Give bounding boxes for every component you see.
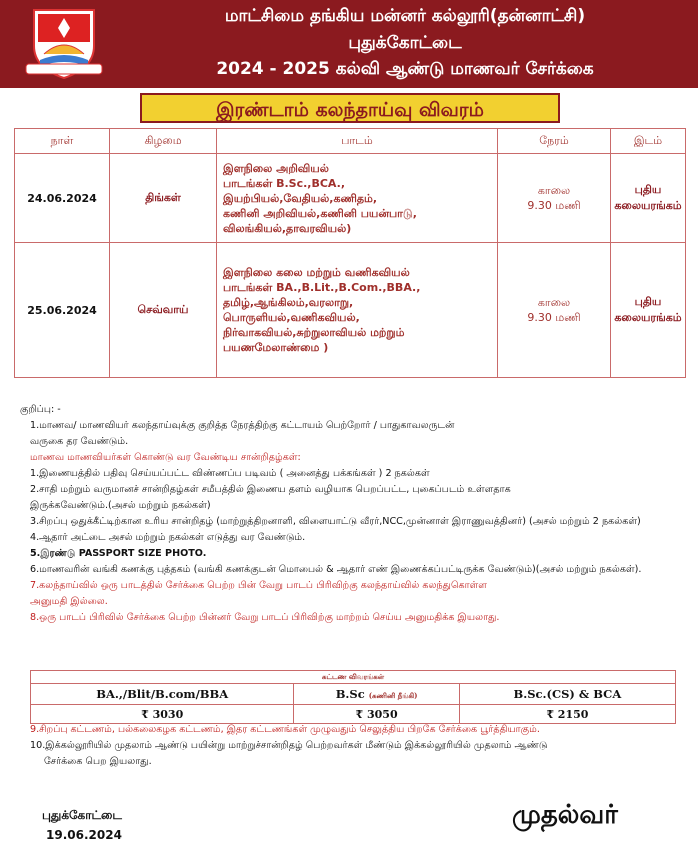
footer-place: புதுக்கோட்டை	[42, 808, 122, 822]
note-item: 10.இக்கல்லூரியில் முதலாம் ஆண்டு பயின்று மாற்றுச்சான்றிதழ் பெற்றவர்கள் மீண்டும் இக்கல்லூரியில் முதலாம் ஆண்டு	[30, 740, 548, 751]
time-value: 9.30 மணி	[527, 311, 581, 324]
fee-value-bsc: ₹ 3050	[294, 705, 459, 724]
counselling-schedule-table	[14, 128, 686, 378]
row-venue	[611, 154, 686, 243]
fee-caption-row	[31, 671, 676, 684]
fee-course-bsc	[294, 684, 459, 705]
fee-course-bsc-note: (கணினி நீங்கி)	[368, 691, 418, 700]
footer-date: 19.06.2024	[46, 828, 122, 842]
note-item: அனுமதி இல்லை.	[30, 596, 108, 607]
notes-section	[20, 402, 690, 626]
note-item: 2.சாதி மற்றும் வருமானச் சான்றிதழ்கள் சமீபத்தில் இணைய தளம் வழியாக பெறப்பட்ட, புகைப்படம் உள்ளதாக	[30, 484, 511, 495]
note-item: 9.சிறப்பு கட்டணம், பல்கலைகழக கட்டணம், இதர கட்டணங்கள் முழுவதும் செலுத்திய பிறகே சேர்க்கை பூர்த்தியாகும்.	[30, 724, 540, 735]
subject-line: பாடங்கள் B.Sc.,BCA.,	[223, 176, 346, 190]
time-period: காலை	[537, 184, 571, 197]
note-item: சேர்க்கை பெற இயலாது.	[44, 756, 152, 767]
header-venue: இடம்	[611, 129, 686, 154]
note-item: 5.இரண்டு PASSPORT SIZE PHOTO.	[30, 548, 207, 559]
college-name: மாட்சிமை தங்கிய மன்னர் கல்லூரி(தன்னாட்சி)	[224, 6, 586, 26]
subject-line: விலங்கியல்,தாவரவியல்)	[223, 221, 352, 235]
subject-line: இயற்பியல்,வேதியல்,கணிதம்,	[223, 191, 378, 205]
fee-value-row	[31, 705, 676, 724]
college-location: புதுக்கோட்டை	[348, 33, 462, 53]
note-item: 1.மாணவ/ மாணவியர் கலந்தாய்வுக்கு குறித்த நேரத்திற்கு கட்டாயம் பெற்றோர் / பாதுகாவலருடன்	[30, 420, 455, 431]
notes-section-continued	[20, 722, 690, 770]
fee-value-arts: ₹ 3030	[31, 705, 294, 724]
fee-course-arts: BA.,/Blit/B.com/BBA	[31, 684, 294, 705]
row-subjects	[217, 243, 498, 378]
fee-header-row	[31, 684, 676, 705]
principal-signature: முதல்வர்	[512, 800, 618, 830]
fee-course-bsc-label: B.Sc	[335, 687, 365, 701]
subject-line: தமிழ்,ஆங்கிலம்,வரலாறு,	[223, 296, 354, 309]
subject-line: பொருளியல்,வணிகவியல்,	[223, 311, 360, 324]
header-time: நேரம்	[498, 129, 611, 154]
table-row	[15, 243, 686, 378]
subject-line: பாடங்கள் BA.,B.Lit.,B.Com.,BBA.,	[223, 281, 421, 294]
row-time	[498, 243, 611, 378]
note-item: இருக்கவேண்டும்.(அசல் மற்றும் நகல்கள்)	[30, 500, 211, 511]
note-item: வருகை தர வேண்டும்.	[30, 436, 129, 447]
venue-line: கலையரங்கம்	[614, 311, 682, 324]
subject-line: இளநிலை கலை மற்றும் வணிகவியல்	[223, 266, 410, 279]
fee-table	[30, 670, 676, 724]
header-day: கிழமை	[110, 129, 217, 154]
admission-year-title: 2024 - 2025 கல்வி ஆண்டு மாணவர் சேர்க்கை	[216, 59, 594, 79]
note-item: 8.ஒரு பாடப் பிரிவில் சேர்க்கை பெற்ற பின்னர் வேறு பாடப் பிரிவிற்கு மாற்றம் செய்ய அனுமதிக்க இயலாது.	[30, 612, 500, 623]
note-item: 1.இணையத்தில் பதிவு செய்யப்பட்ட விண்ணப்ப படிவம் ( அனைத்து பக்கங்கள் ) 2 நகல்கள்	[30, 468, 430, 479]
row-day: திங்கள்	[110, 154, 217, 243]
subject-line: கணினி அறிவியல்,கணினி பயன்பாடு,	[223, 206, 417, 220]
note-item: 4.ஆதார் அட்டை அசல் மற்றும் நகல்கள் எடுத்து வர வேண்டும்.	[30, 532, 306, 543]
header-date: நாள்	[15, 129, 110, 154]
row-date: 24.06.2024	[15, 154, 110, 243]
time-value: 9.30 மணி	[527, 199, 581, 212]
documents-title: மாணவ மாணவியர்கள் கொண்டு வர வேண்டிய சான்றிதழ்கள்:	[30, 452, 301, 463]
row-venue	[611, 243, 686, 378]
note-item: 6.மாணவரின் வங்கி கணக்கு புத்தகம் (வங்கி கணக்குடன் மொபைல் & ஆதார் எண் இணைக்கப்பட்டிருக்க வேண்டும்)(அசல் மற்றும் நகல்கள்).	[30, 564, 642, 575]
header-subject: பாடம்	[217, 129, 498, 154]
row-time	[498, 154, 611, 243]
college-emblem-icon	[20, 6, 108, 82]
fee-value-cs-bca: ₹ 2150	[459, 705, 675, 724]
notes-title: குறிப்பு: -	[20, 404, 61, 415]
subject-line: நிர்வாகவியல்,சுற்றுலாவியல் மற்றும்	[223, 326, 405, 339]
row-day: செவ்வாய்	[110, 243, 217, 378]
time-period: காலை	[537, 296, 571, 309]
venue-line: புதிய	[634, 295, 662, 308]
college-header	[0, 0, 698, 88]
table-header-row	[15, 129, 686, 154]
note-item: 7.கலந்தாய்வில் ஒரு பாடத்தில் சேர்க்கை பெற்ற பின் வேறு பாடப் பிரிவிற்கு கலந்தாய்வில் கலந்துகொள்ள	[30, 580, 487, 591]
venue-line: புதிய	[634, 183, 662, 196]
fee-course-cs-bca: B.Sc.(CS) & BCA	[459, 684, 675, 705]
fee-caption: கட்டண விவரங்கள்	[31, 671, 676, 684]
subject-line: பயணமேலாண்மை )	[223, 341, 329, 354]
venue-line: கலையரங்கம்	[614, 199, 682, 212]
subject-line: இளநிலை அறிவியல்	[223, 161, 329, 175]
row-date: 25.06.2024	[15, 243, 110, 378]
note-item: 3.சிறப்பு ஒதுக்கீட்டிற்கான உரிய சான்றிதழ் (மாற்றுத்திறனாளி, விளையாட்டு வீரர்,NCC,முன்னாள் இராணுவத்தினர்) (அசல் மற்றும் 2 நகல்கள்)	[30, 516, 641, 527]
table-row	[15, 154, 686, 243]
row-subjects	[217, 154, 498, 243]
counselling-banner: இரண்டாம் கலந்தாய்வு விவரம்	[140, 93, 560, 123]
